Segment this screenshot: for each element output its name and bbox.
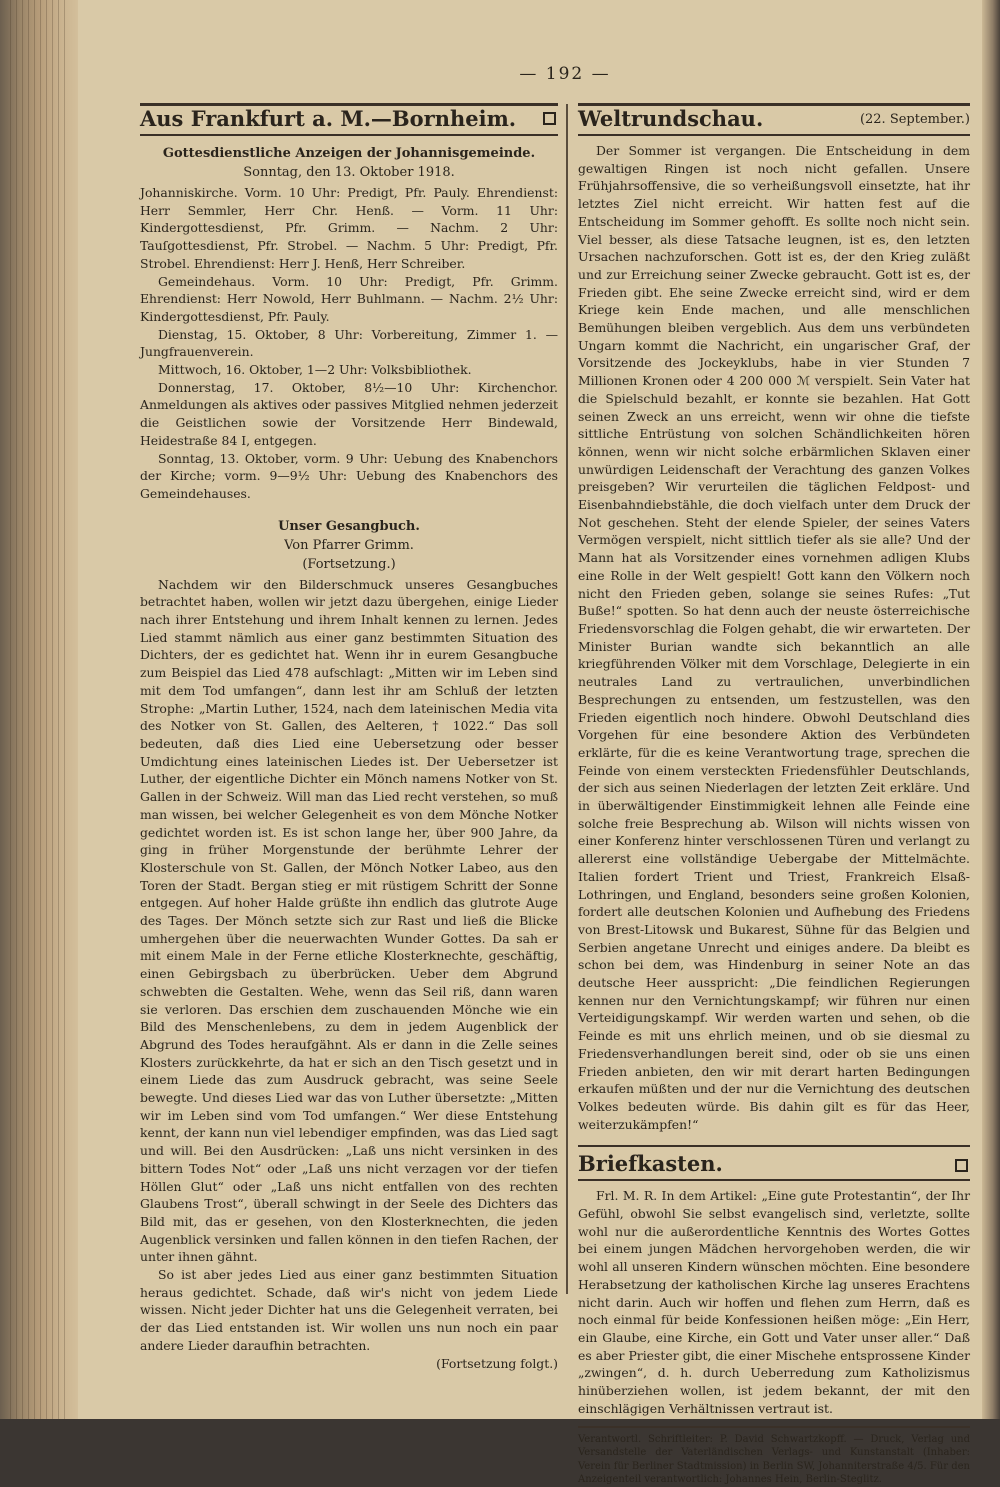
article-continuation: (Fortsetzung.) (302, 556, 396, 572)
spine-texture (10, 0, 70, 1419)
section-heading-briefkasten (578, 1145, 970, 1181)
announcement-item: Donnerstag, 17. Oktober, 8½—10 Uhr: Kirchenchor. Anmeldungen als aktives oder passives Mitglied nehmen jederzeit die Geistlichen sowie der Vorsitzende Herr Bindewald, Heidestraße 84 I, entgegen. (140, 379, 558, 448)
square-ornament-icon (543, 112, 556, 125)
section-heading-text: Weltrundschau. (578, 106, 764, 131)
section-heading-weltrundschau (578, 106, 970, 136)
announcements-title: Gottesdienstliche Anzeigen der Johannisgemeinde. (162, 146, 536, 161)
article-author: Von Pfarrer Grimm. (284, 537, 414, 553)
page-number: — 192 — (519, 64, 611, 84)
section-heading-frankfurt (140, 106, 558, 136)
article-paragraph: So ist aber jedes Lied aus einer ganz bestimmten Situation heraus gedichtet. Schade, daß wir's nicht von jedem Liede wissen. Nicht jeder Dichter hat uns die Gelegenheit verraten, bei der das Lied entstanden ist. Wir wollen uns nun noch ein paar andere Lieder daraufhin betrachten. (140, 1267, 558, 1353)
section-date: (22. September.) (859, 112, 970, 127)
announcement-item: Mittwoch, 16. Oktober, 1—2 Uhr: Volksbibliothek. (158, 362, 472, 378)
announcement-item: Gemeindehaus. Vorm. 10 Uhr: Predigt, Pfr. Grimm. Ehrendienst: Herr Nowold, Herr Buhlmann. — Nachm. 2½ Uhr: Kindergottesdienst, Pfr. Pauly. (140, 273, 558, 324)
section-heading-text: Briefkasten. (578, 1151, 723, 1177)
left-column (140, 100, 558, 1372)
announcement-item: Dienstag, 15. Oktober, 8 Uhr: Vorbereitung, Zimmer 1. — Jungfrauenverein. (140, 326, 558, 360)
announcement-item: Sonntag, 13. Oktober, vorm. 9 Uhr: Uebung des Knabenchors der Kirche; vorm. 9—9½ Uhr: Uebung des Knabenchors des Gemeindehauses. (140, 450, 558, 501)
weltrundschau-paragraph: Der Sommer ist vergangen. Die Entscheidung in dem gewaltigen Ringen ist noch nicht gefallen. Unsere Frühjahrsoffensive, die so verheißungsvoll einsetzte, hat ihr letztes Ziel nicht erreicht. Wir hatten fest auf die Entscheidung im Sommer gehofft. Es sollte noch nicht sein. Viel besser, als diese Tatsache leugnen, ist es, den letzten Ursachen nachzuforschen. Gott ist es, der den Krieg zuläßt und zur Erreichung seiner Zwecke gebraucht. Gott ist es, der Frieden gibt. Ehe seine Zwecke erreicht sind, wird er dem Kriege kein Ende machen, und alle menschlichen Bemühungen bleiben vergeblich. Aus dem uns verbündeten Ungarn kommt die Nachricht, ein ungarischer Graf, der Vorsitzende des Jockeyklubs, habe in vier Stunden 7 Millionen Kronen oder 4 200 000 ℳ verspielt. Sein Vater hat die Spielschuld bezahlt, er konnte sie bezahlen. Hat Gott seinen Zweck an uns erreicht, wenn wir ohne die tiefste sittliche Entrüstung von solchen Schändlichkeiten hören können, wenn wir nicht solche erbärmlichen Sklaven einer unwürdigen Leidenschaft der Verachtung des ganzen Volkes preisgeben? Wir verurteilen die täglichen Feldpost- und Eisenbahndiebstähle, die doch vielfach unter dem Druck der Not geschehen. Steht der elende Spieler, der seines Vaters Vermögen verspielt, nicht sittlich tiefer als sie alle? Und der Mann hat als Vorsitzender eines vornehmen adligen Klubs eine Rolle in der Welt gespielt! Gott kann den Völkern noch nicht den Frieden geben, solange sie seines Rufes: „Tut Buße!“ spotten. So hat denn auch der neuste österreichische Friedensvorschlag die Folgen gehabt, die wir erwarteten. Der Minister Burian wandte sich bekanntlich an alle kriegführenden Völker mit dem Vorschlage, Delegierte in ein neutrales Land zu vertraulichen, unverbindlichen Besprechungen zu entsenden, um festzustellen, was den Frieden eigentlich noch hindere. Obwohl Deutschland dies Vorgehen für eine besondere Aktion des Verbündeten erklärte, für die es keine Verantwortung trage, sprechen die Feinde von einem versteckten Friedensfühler Deutschlands, der sich aus seinen Niederlagen der letzten Zeit erkläre. Und in überwältigender Einstimmigkeit lehnen alle Feinde eine solche freie Besprechung ab. Wilson will nichts wissen von einer Konferenz hinter verschlossenen Türen und verlangt zu allererst eine vollständige Uebergabe der Mittelmächte. Italien fordert Trient und Triest, Frankreich Elsaß-Lothringen, und England, besonders seine großen Kolonien, fordert alle deutschen Kolonien und Aufhebung des Friedens von Brest-Litowsk und Bukarest, Sühne für das Belgien und Serbien angetane Unrecht und einiges andere. Da bleibt es schon bei dem, was Hindenburg in seiner Note an das deutsche Heer ausspricht: „Die feindlichen Regierungen kennen nur den Vernichtungskampf; wir führen nur einen Verteidigungskampf. Wir werden warten und sehen, ob die Feinde es mit uns ehrlich meinen, und ob sie diesmal zu Friedensverhandlungen bereit sind, oder ob sie uns einen Frieden anbieten, den wir mit derart harten Bedingungen erkaufen müßten und der nur die Vernichtung des deutschen Volkes bedeuten würde. Bis dahin gilt es für das Heer, weiterzukämpfen!“ (578, 143, 970, 1132)
letters-paragraph: Frl. M. R. In dem Artikel: „Eine gute Protestantin“, der Ihr Gefühl, obwohl Sie selbst evangelisch sind, verletzte, sollte wohl nur die außerordentliche Kenntnis des Wortes Gottes bei einem jungen Mädchen hervorgehoben werden, die wir wohl all unseren Kindern wünschen möchten. Eine besondere Herabsetzung der katholischen Kirche lag unseres Erachtens nicht darin. Auch wir hoffen und flehen zum Herrn, daß es noch einmal für beide Konfessionen heißen möge: „Ein Herr, ein Glaube, eine Kirche, ein Gott und Vater unser aller.“ Daß es aber Priester gibt, die einer Mischehe entsprossene Kinder „zwingen“, d. h. durch Ueberredung zum Katholizismus hinüberziehen wollen, ist jedem bekannt, der mit den einschlägigen Verhältnissen vertraut ist. (578, 1188, 970, 1416)
article-title: Unser Gesangbuch. (278, 518, 420, 534)
article-paragraph: Nachdem wir den Bilderschmuck unseres Gesangbuches betrachtet haben, wollen wir jetzt dazu übergehen, einige Lieder nach ihrer Entstehung und ihrem Inhalt kennen zu lernen. Jedes Lied stammt nämlich aus einer ganz bestimmten Situation des Dichters, der es gedichtet hat. Wenn ihr in eurem Gesangbuche zum Beispiel das Lied 478 aufschlagt: „Mitten wir im Leben sind mit dem Tod umfangen“, dann lest ihr am Schluß der letzten Strophe: „Martin Luther, 1524, nach dem lateinischen Media vita des Notker von St. Gallen, des Aelteren, † 1022.“ Das soll bedeuten, daß dies Lied eine Uebersetzung oder besser Umdichtung eines lateinischen Liedes ist. Der Uebersetzer ist Luther, der eigentliche Dichter ein Mönch namens Notker von St. Gallen in der Schweiz. Will man das Lied recht verstehen, so muß man wissen, bei welcher Gelegenheit es von dem Mönche Notker gedichtet worden ist. Es ist schon lange her, über 900 Jahre, da ging in früher Morgenstunde der berühmte Lehrer der Klosterschule von St. Gallen, der Mönch Notker Labeo, aus den Toren der Stadt. Bergan stieg er mit rüstigem Schritt der Sonne entgegen. Auf hoher Halde grüßte ihn endlich das glutrote Auge des Tages. Der Mönch setzte sich zur Rast und ließ die Blicke umhergehen über die neuerwachten Wunder Gottes. Da sah er mit einem Male in der Ferne etliche Klosterknechte, geschäftig, einen Gebirgsbach zu überbrücken. Ueber dem Abgrund schwebten die Gestalten. Wehe, wenn das Seil riß, dann waren sie verloren. Das erschien dem zuschauenden Mönche wie ein Bild des Menschenlebens, zu dem in jedem Augenblick der Abgrund des Todes heraufgähnt. Als er dann in die Zelle seines Klosters zurückkehrte, da hat er sich an den Tisch gesetzt und in einem Liede das zum Ausdruck gebracht, was seine Seele bewegte. Und dieses Lied war das von Luther übersetzte: „Mitten wir im Leben sind vom Tod umfangen.“ Wer diese Entstehung kennt, der kann nun viel lebendiger empfinden, was das Lied sagt und will. Bei den Ausdrücken: „Laß uns nicht versinken in des bittern Todes Not“ oder „Laß uns nicht verzagen vor der tiefen Höllen Glut“ oder „Laß uns nicht entfallen von des rechten Glaubens Trost“, überall schwingt in der Seele des Dichters das Bild mit, das er gesehen, von den Klosterknechten, die jeden Augenblick versinken und fallen können in den tiefen Rachen, der unter ihnen gähnt. (140, 576, 558, 1265)
column-divider (566, 104, 568, 1294)
right-column (578, 100, 970, 1487)
page-edge (982, 0, 1000, 1419)
article-end-note: (Fortsetzung folgt.) (436, 1355, 558, 1371)
imprint: Verantwortl. Schriftleiter: P. David Schwartzkopff. — Druck, Verlag und Versandstelle der Vaterländischen Verlags- und Kunstanstalt (Inhaber: Verein für Berliner Stadtmission) in Berlin SW, Johanniterstraße 4/5. Für den Anzeigenteil verantwortlich: Johannes Hein, Berlin-Steglitz. (578, 1426, 970, 1487)
section-heading-text: Aus Frankfurt a. M.—Bornheim. (140, 106, 517, 131)
announcement-item: Johanniskirche. Vorm. 10 Uhr: Predigt, Pfr. Pauly. Ehrendienst: Herr Semmler, Herr Chr. Henß. — Vorm. 11 Uhr: Kindergottesdienst, Pfr. Grimm. — Nachm. 2 Uhr: Tauſgottesdienst, Pfr. Strobel. — Nachm. 5 Uhr: Predigt, Pfr. Strobel. Ehrendienst: Herr J. Henß, Herr Schreiber. (140, 185, 558, 271)
book-spine (0, 0, 78, 1419)
announcements-date: Sonntag, den 13. Oktober 1918. (243, 165, 455, 180)
square-ornament-icon (955, 1159, 968, 1172)
